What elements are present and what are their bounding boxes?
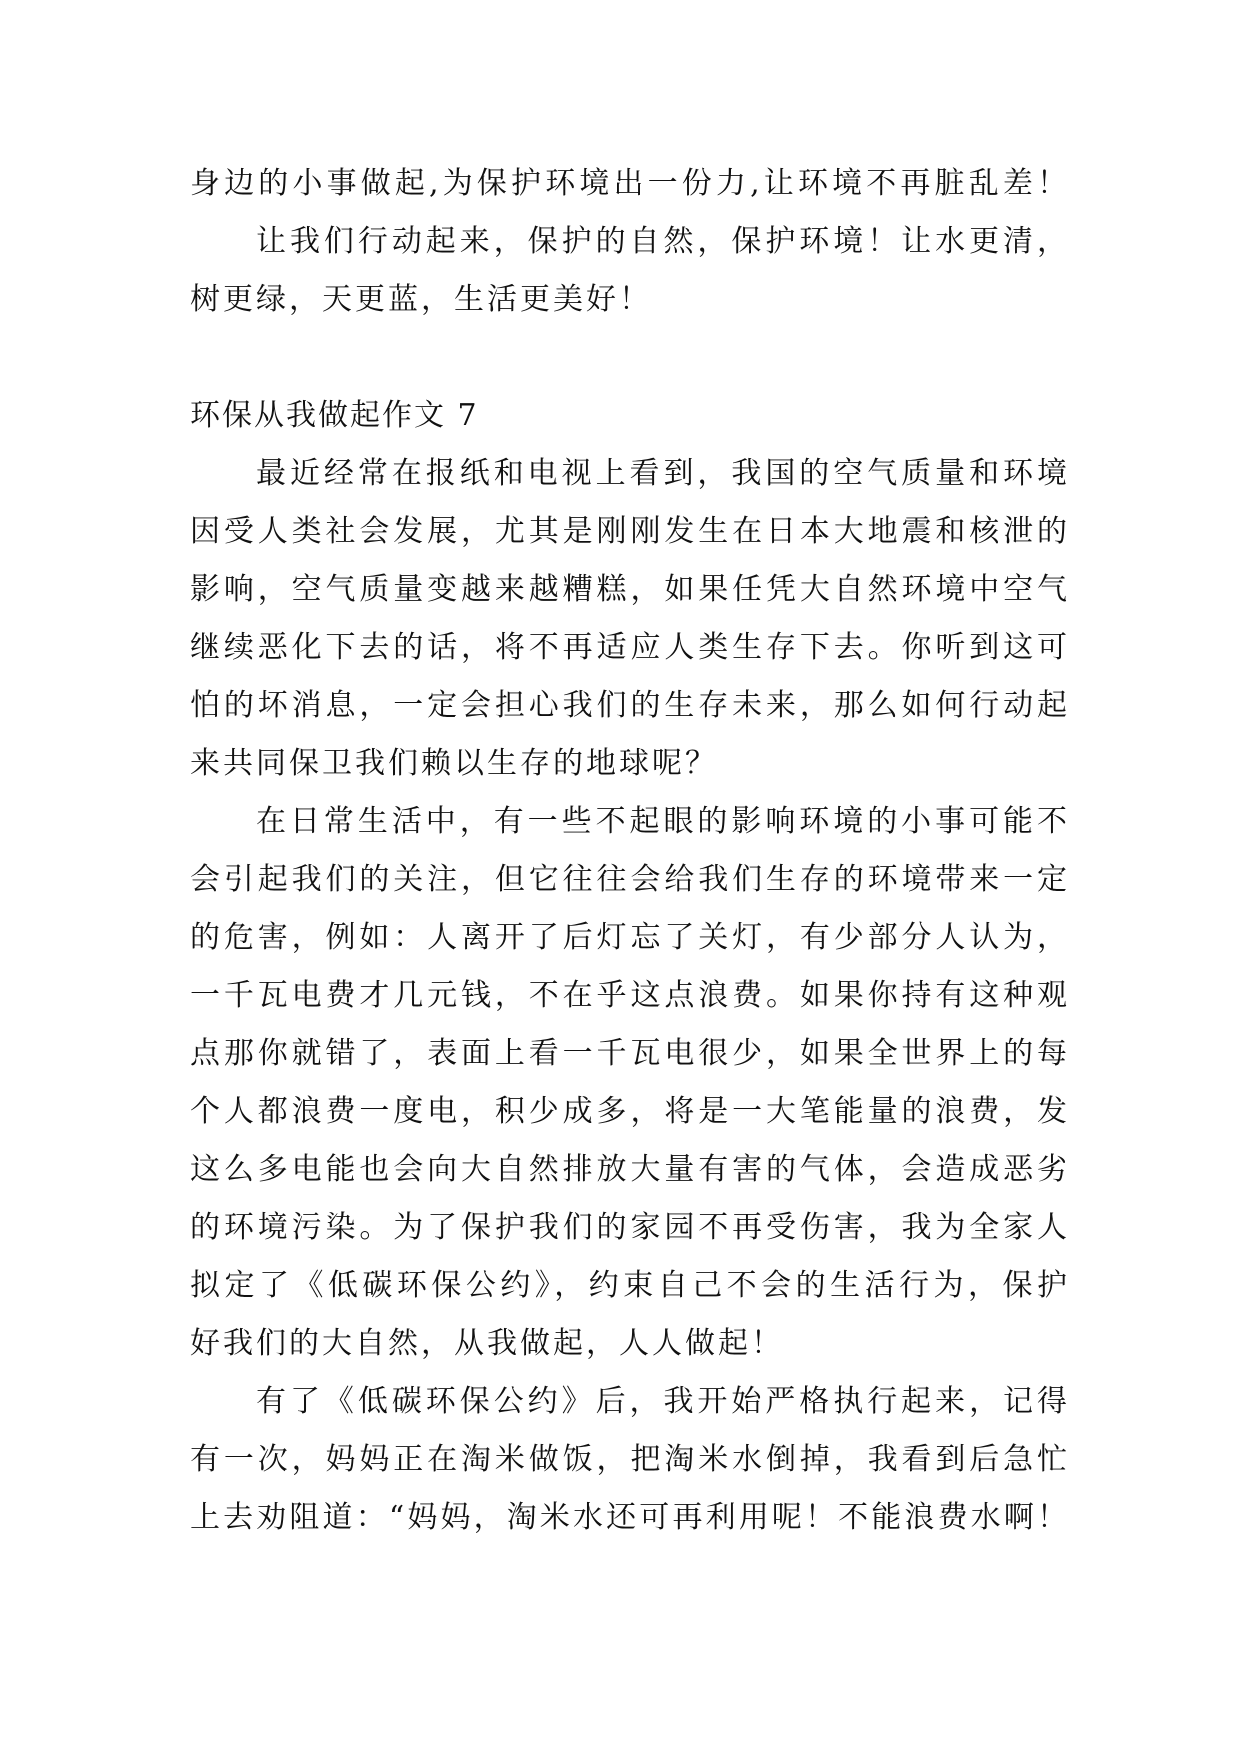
- document-body: [190, 155, 1070, 1547]
- text-line: 继续恶化下去的话，将不再适应人类生存下去。你听到这可: [190, 630, 1070, 665]
- text-line: 个人都浪费一度电，积少成多，将是一大笔能量的浪费，发: [190, 1094, 1070, 1129]
- text-line: 的危害，例如：人离开了后灯忘了关灯，有少部分人认为，: [190, 920, 1070, 955]
- text-line: 怕的坏消息，一定会担心我们的生存未来，那么如何行动起: [190, 688, 1070, 723]
- text-line: 有一次，妈妈正在淘米做饭，把淘米水倒掉，我看到后急忙: [190, 1442, 1070, 1477]
- text-line: 最近经常在报纸和电视上看到，我国的空气质量和环境: [256, 456, 1070, 491]
- text-line: 因受人类社会发展，尤其是刚刚发生在日本大地震和核泄的: [190, 514, 1070, 549]
- text-line: 好我们的大自然，从我做起，人人做起！: [190, 1326, 784, 1361]
- text-line: 会引起我们的关注，但它往往会给我们生存的环境带来一定: [190, 862, 1070, 897]
- text-line: 这么多电能也会向大自然排放大量有害的气体，会造成恶劣: [190, 1152, 1070, 1187]
- text-line: 拟定了《低碳环保公约》，约束自己不会的生活行为，保护: [190, 1268, 1070, 1303]
- text-line: 影响，空气质量变越来越糟糕，如果任凭大自然环境中空气: [190, 572, 1070, 607]
- text-line: 在日常生活中，有一些不起眼的影响环境的小事可能不: [256, 804, 1070, 839]
- text-line: 身边的小事做起,为保护环境出一份力,让环境不再脏乱差！: [190, 166, 1070, 201]
- text-line: 一千瓦电费才几元钱，不在乎这点浪费。如果你持有这种观: [190, 978, 1070, 1013]
- text-line: 的环境污染。为了保护我们的家园不再受伤害，我为全家人: [190, 1210, 1070, 1245]
- text-line: 点那你就错了，表面上看一千瓦电很少，如果全世界上的每: [190, 1036, 1070, 1071]
- text-line: 上去劝阻道：“妈妈，淘米水还可再利用呢！不能浪费水啊！: [190, 1500, 1070, 1535]
- text-line: 让我们行动起来，保护的自然，保护环境！让水更清，: [256, 224, 1070, 259]
- text-line: 来共同保卫我们赖以生存的地球呢？: [190, 746, 718, 781]
- section-title: 环保从我做起作文 7: [190, 398, 479, 433]
- text-line: 树更绿，天更蓝，生活更美好！: [190, 282, 652, 317]
- section-gap: [190, 329, 1070, 387]
- text-line: 有了《低碳环保公约》后，我开始严格执行起来，记得: [256, 1384, 1070, 1419]
